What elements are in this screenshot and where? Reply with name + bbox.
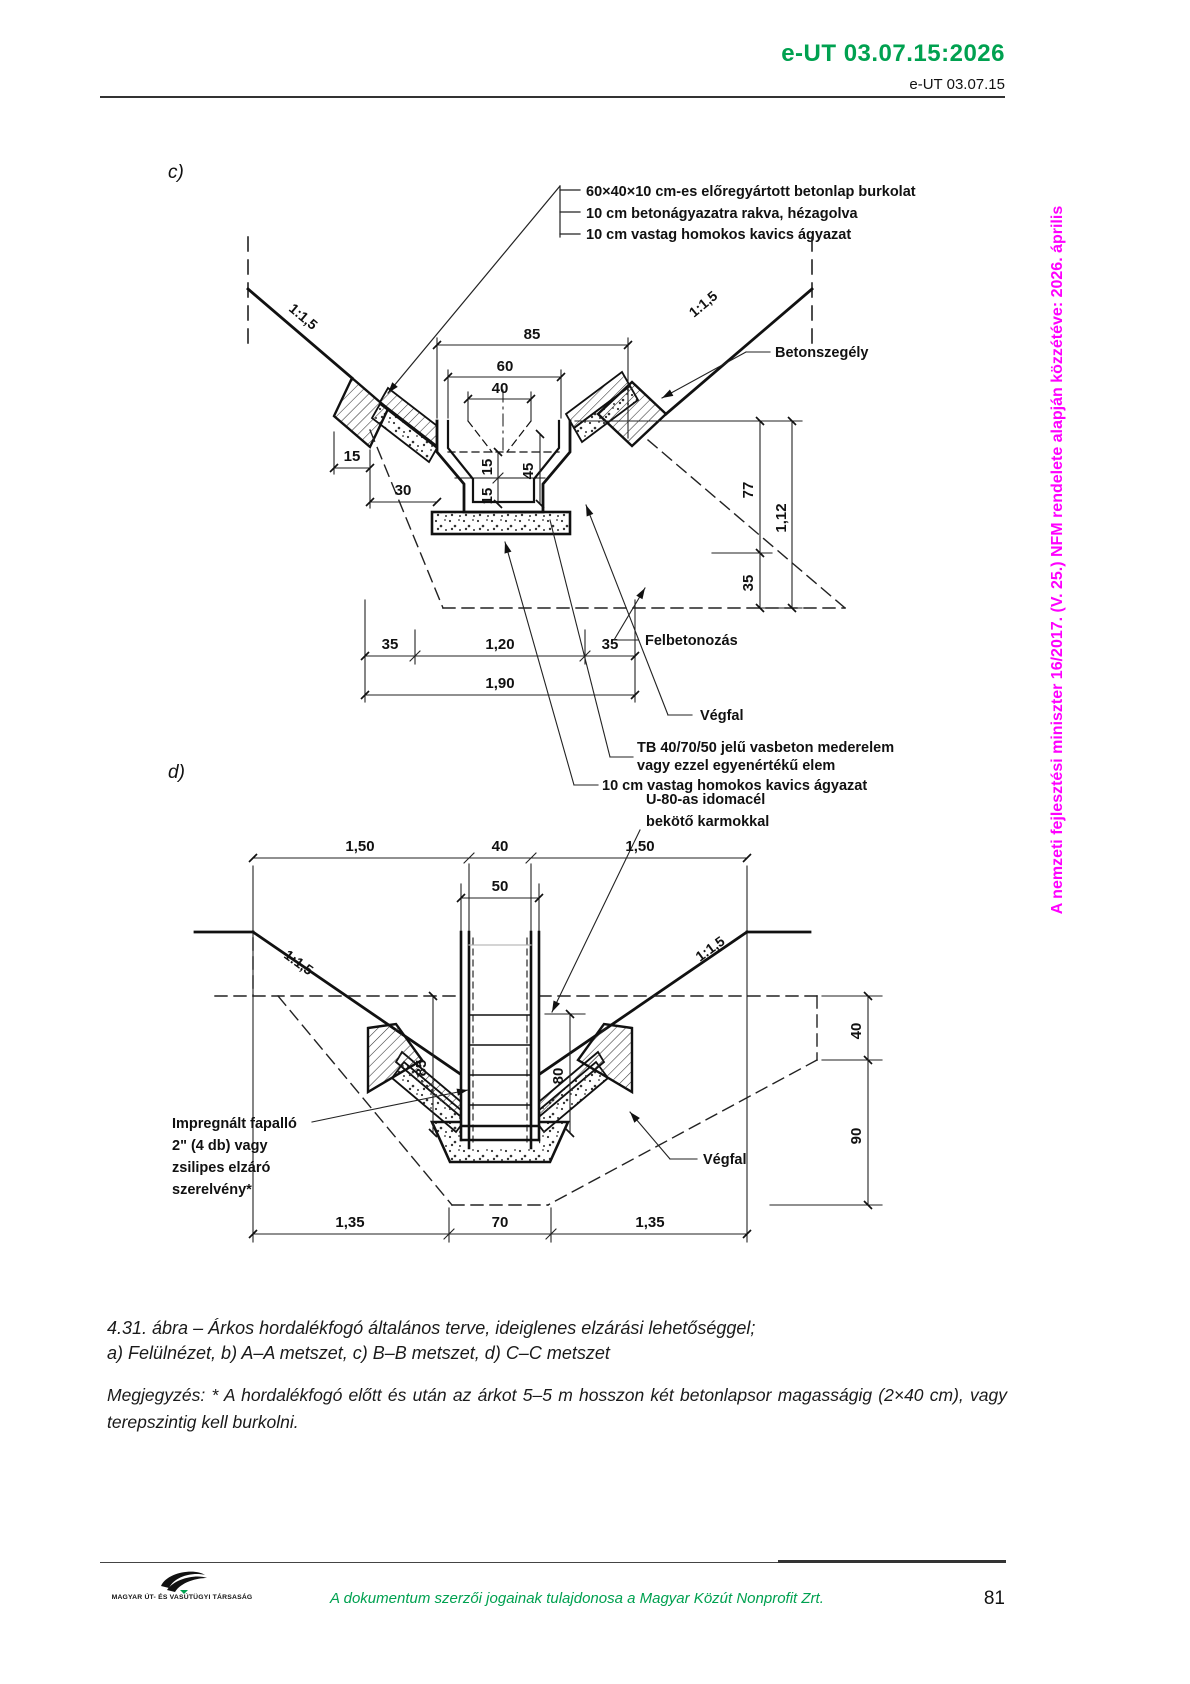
dim-150l: 1,50: [345, 838, 375, 855]
right-vertical-dimensions: [575, 421, 802, 608]
callout-vegfal-d: Végfal: [703, 1152, 747, 1168]
copyright-text: A dokumentum szerzői jogainak tulajdonosa a Magyar Közút Nonprofit Zrt.: [330, 1590, 824, 1607]
dim-120: 1,20: [485, 636, 515, 653]
callout-felbetonozas: Felbetonozás: [645, 633, 738, 649]
dim-35r: 35: [601, 636, 619, 653]
dim-d80: 80: [550, 1067, 567, 1085]
dim-112: 1,12: [773, 503, 790, 533]
callout-fapallo-line3: zsilipes elzáró: [172, 1160, 271, 1176]
header-rule: [100, 96, 1005, 98]
callout-fapallo-line1: Impregnált fapalló: [172, 1116, 297, 1132]
footer-rule-right: [778, 1560, 1006, 1563]
callout-kavicsagyazat-bottom: 10 cm vastag homokos kavics ágyazat: [602, 778, 868, 794]
footer-rule-left: [100, 1562, 780, 1563]
figure-note: Megjegyzés: * A hordalékfogó előtt és után az árkot 5–5 m hosszon két betonlapsor magasságig (2×40 cm), vagy terepszintig kell burkolni.: [107, 1385, 1007, 1433]
footer-logo: [102, 1568, 262, 1601]
slope-label-left-d: 1:1,5: [281, 946, 317, 979]
vegfal-leader-d: [630, 1112, 697, 1159]
dim-190: 1,90: [485, 675, 515, 692]
section-d-drawing: [100, 758, 1010, 1258]
dim-t50: 50: [491, 878, 509, 895]
section-d-label: d): [168, 762, 185, 783]
dim-15a: 15: [479, 458, 496, 476]
channel-element: [437, 390, 570, 512]
dim-60: 60: [496, 358, 514, 375]
dim-85: 85: [523, 326, 541, 343]
callout-kavicsagyazat-top: 10 cm vastag homokos kavics ágyazat: [586, 227, 852, 243]
dim-r40: 40: [848, 1022, 865, 1040]
figure-caption-line1: 4.31. ábra – Árkos hordalékfogó általános terve, ideiglenes elzárási lehetőséggel;: [107, 1318, 756, 1338]
slope-label-right-d: 1:1,5: [692, 932, 728, 965]
dim-15b: 15: [479, 487, 496, 505]
dim-135r: 1,35: [635, 1214, 665, 1231]
slope-lines: [248, 289, 812, 414]
callout-u80-line2: bekötő karmokkal: [646, 814, 770, 830]
surface-layers-callout: [388, 186, 580, 393]
callout-tb-line1: TB 40/70/50 jelű vasbeton mederelem: [637, 740, 895, 756]
bottom-bedding-slab: [432, 512, 570, 534]
society-logo-icon: [147, 1568, 217, 1594]
callout-betonszegely: Betonszegély: [775, 345, 869, 361]
callout-vegfal-c: Végfal: [700, 708, 744, 724]
callout-betonlap: 60×40×10 cm-es előregyártott betonlap burkolat: [586, 184, 916, 200]
dim-t40: 40: [491, 838, 509, 855]
callout-fapallo-line4: szerelvény*: [172, 1182, 252, 1198]
dim-15: 15: [343, 448, 361, 465]
left-lining-d: [368, 1024, 468, 1132]
dim-77: 77: [740, 481, 757, 499]
slope-label-left-c: 1:1,5: [286, 300, 321, 333]
right-lining-d: [532, 1024, 632, 1132]
ministerial-decree-note: A nemzeti fejlesztési miniszter 16/2017. (V. 25.) NFM rendelete alapján közzétéve: 2026. április: [1049, 205, 1066, 915]
dim-135l: 1,35: [335, 1214, 365, 1231]
slope-label-right-c: 1:1,5: [685, 287, 721, 321]
dim-70: 70: [491, 1214, 509, 1231]
closure-shaft: [461, 932, 539, 1148]
figure-caption-line2: a) Felülnézet, b) A–A metszet, c) B–B metszet, d) C–C metszet: [107, 1343, 610, 1363]
callout-fapallo-line2: 2" (4 db) vagy: [172, 1138, 268, 1154]
dim-30: 30: [394, 482, 412, 499]
dim-35v: 35: [740, 574, 757, 592]
right-vertical-dims-d: [770, 996, 882, 1205]
doc-code-short: e-UT 03.07.15: [909, 76, 1005, 93]
callout-u80-line1: U-80-as idomacél: [646, 792, 766, 808]
dim-40: 40: [491, 380, 509, 397]
section-c-drawing: [100, 150, 1010, 795]
u80-leader: [552, 830, 640, 1012]
section-c-label: c): [168, 162, 184, 183]
right-lining: [566, 372, 666, 446]
callout-betonagyazat: 10 cm betonágyazatra rakva, hézagolva: [586, 206, 858, 222]
callout-tb-line2: vagy ezzel egyenértékű elem: [637, 758, 836, 774]
dim-d85: 85: [413, 1059, 430, 1077]
society-name: MAGYAR ÚT- ÉS VASÚTÜGYI TÁRSASÁG: [111, 1594, 253, 1601]
dim-45: 45: [520, 462, 537, 480]
doc-code-full: e-UT 03.07.15:2026: [781, 40, 1005, 67]
page-number: 81: [983, 1588, 1005, 1609]
dim-150r: 1,50: [625, 838, 655, 855]
dim-35l: 35: [381, 636, 399, 653]
dim-r90: 90: [848, 1127, 865, 1145]
